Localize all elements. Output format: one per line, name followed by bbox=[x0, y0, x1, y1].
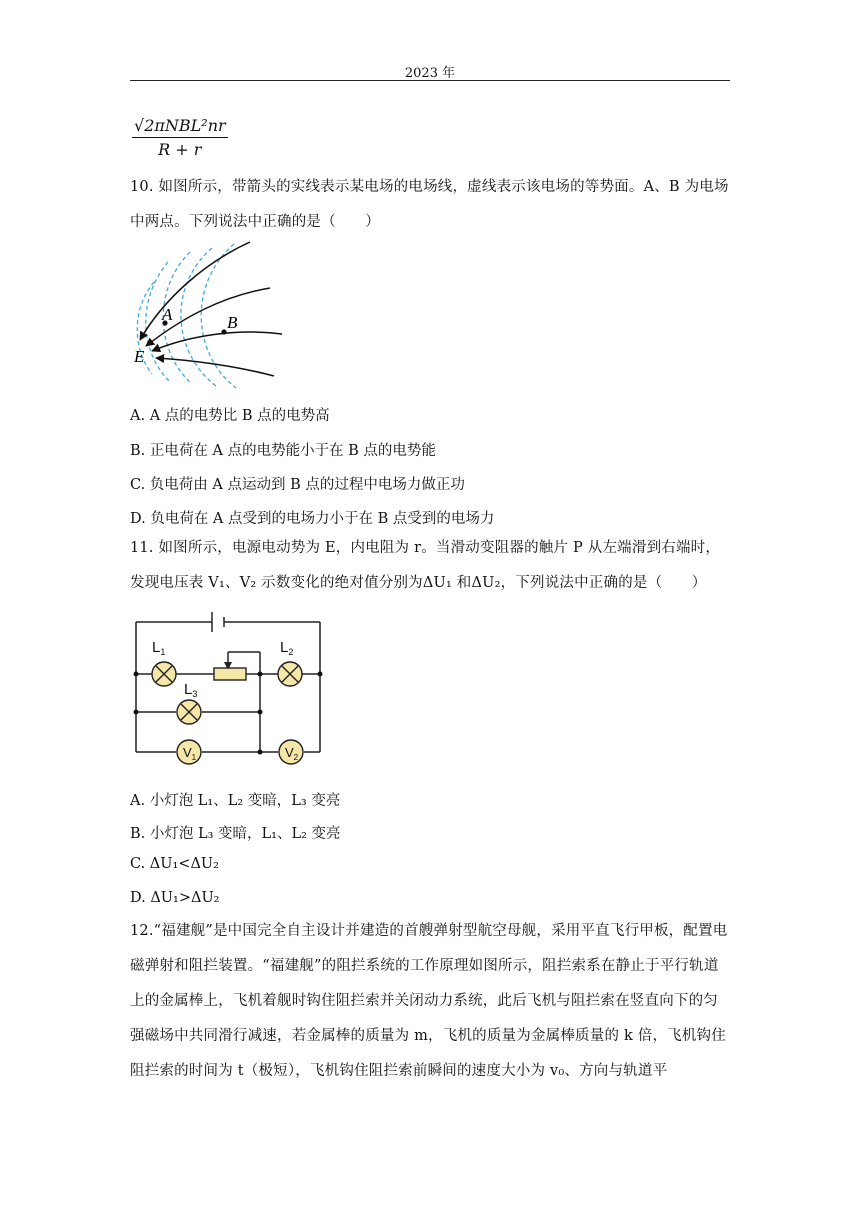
formula-numerator: √2πNBL²nr bbox=[132, 116, 228, 138]
label-v1: $V_1$ bbox=[183, 745, 197, 762]
equipotential-line bbox=[181, 248, 216, 386]
question-11-option-d: D. ΔU₁>ΔU₂ bbox=[130, 890, 220, 906]
page-header: 2023 年 bbox=[404, 66, 456, 81]
question-10-option-d: D. 负电荷在 A 点受到的电场力小于在 B 点受到的电场力 bbox=[130, 511, 495, 527]
field-line bbox=[152, 332, 282, 351]
label-a: A bbox=[162, 305, 173, 324]
junction bbox=[258, 750, 263, 755]
field-line bbox=[156, 358, 274, 376]
question-10-option-c: C. 负电荷由 A 点运动到 B 点的过程中电场力做正功 bbox=[130, 477, 465, 493]
formula-fraction bbox=[132, 116, 228, 159]
label-b: B bbox=[227, 313, 238, 332]
question-12-stem: 12.“福建舰”是中国完全自主设计并建造的首艘弹射型航空母舰，采用平直飞行甲板，配置电磁弹射和阻拦装置。“福建舰”的阻拦系统的工作原理如图所示，阻拦索系在静止于平行轨道上的金属棒上，飞机着舰时钩住阻拦索并关闭动力系统，此后飞机与阻拦索在竖直向下的匀强磁场中共同滑行减速，若金属棒的质量为 m，飞机的质量为金属棒质量的 k 倍，飞机钩住阻拦索的时间为 t（极短），飞机钩住阻拦索前瞬间的速度大小为 v₀、方向与轨道平 bbox=[130, 923, 728, 1079]
electric-field-figure bbox=[126, 240, 296, 385]
formula-denominator: R + r bbox=[158, 140, 202, 159]
circuit-figure bbox=[128, 612, 328, 772]
label-e: E bbox=[134, 347, 145, 366]
question-11-stem: 11. 如图所示，电源电动势为 E，内电阻为 r。当滑动变阻器的触片 P 从左端滑到右端时，发现电压表 V₁、V₂ 示数变化的绝对值分别为ΔU₁ 和ΔU₂，下列说法中正确的是（ ） bbox=[130, 540, 721, 591]
question-11-option-a: A. 小灯泡 L₁、L₂ 变暗，L₃ 变亮 bbox=[130, 793, 341, 809]
question-11-option-c: C. ΔU₁<ΔU₂ bbox=[130, 856, 219, 872]
point-b bbox=[221, 329, 226, 334]
label-l1: $L_1$ bbox=[152, 639, 166, 657]
label-l2: $L_2$ bbox=[280, 639, 294, 657]
question-11-option-b: B. 小灯泡 L₃ 变暗，L₁、L₂ 变亮 bbox=[130, 826, 341, 842]
question-10-stem: 10. 如图所示，带箭头的实线表示某电场的电场线，虚线表示该电场的等势面。A、B 为电场中两点。下列说法中正确的是（ ） bbox=[130, 179, 729, 230]
junction bbox=[258, 672, 263, 677]
header-rule bbox=[130, 80, 730, 81]
question-10-option-a: A. A 点的电势比 B 点的电势高 bbox=[130, 408, 330, 424]
junction bbox=[134, 710, 139, 715]
label-l3: $L_3$ bbox=[184, 681, 198, 699]
junction bbox=[318, 672, 323, 677]
junction bbox=[258, 710, 263, 715]
equipotential-lines bbox=[137, 244, 236, 388]
label-v2: $V_2$ bbox=[285, 745, 299, 762]
rheostat bbox=[214, 668, 246, 680]
question-10-option-b: B. 正电荷在 A 点的电势能小于在 B 点的电势能 bbox=[130, 443, 436, 459]
junction bbox=[134, 672, 139, 677]
